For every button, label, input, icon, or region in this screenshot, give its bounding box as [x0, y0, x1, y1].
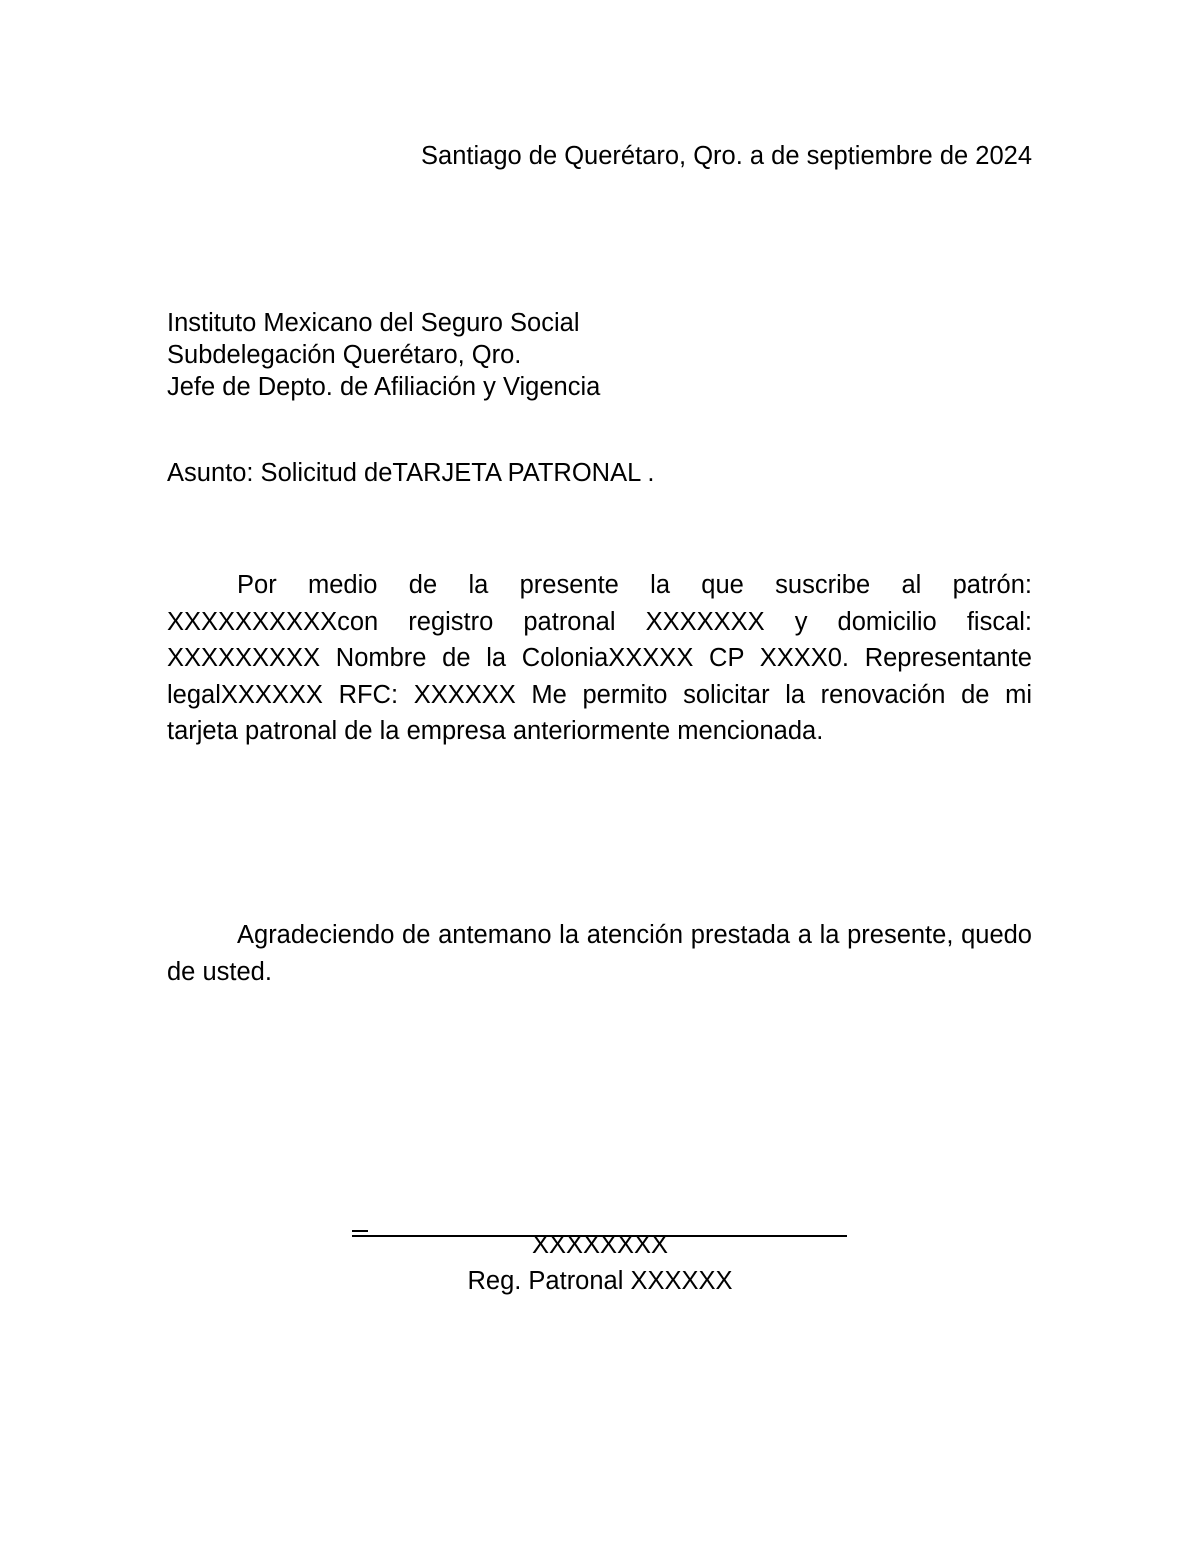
- signature-name: XXXXXXXX: [531, 1231, 669, 1259]
- subject-line: Asunto: Solicitud deTARJETA PATRONAL .: [167, 459, 655, 487]
- recipient-institution: Instituto Mexicano del Seguro Social: [167, 309, 580, 337]
- body-paragraph-request: Por medio de la presente la que suscribe al patrón: XXXXXXXXXXcon registro patronal XXXXXXX y domicilio fiscal: XXXXXXXXX Nombre de la ColoniaXXXXX CP XXXX0. Representante legalXXXXXX RFC: XXXXXX Me permito solicitar la renovación de mi tarjeta patronal de la empresa anteriormente mencionada.: [167, 571, 1032, 746]
- body-paragraph-closing: Agradeciendo de antemano la atención prestada a la presente, quedo de usted.: [167, 921, 1032, 986]
- date-line: Santiago de Querétaro, Qro. a de septiembre de 2024: [421, 142, 1032, 170]
- signature-registration: Reg. Patronal XXXXXX: [467, 1267, 733, 1295]
- recipient-block: [167, 307, 600, 403]
- recipient-department: Jefe de Depto. de Afiliación y Vigencia: [167, 373, 601, 401]
- recipient-subdelegation: Subdelegación Querétaro, Qro.: [167, 341, 522, 369]
